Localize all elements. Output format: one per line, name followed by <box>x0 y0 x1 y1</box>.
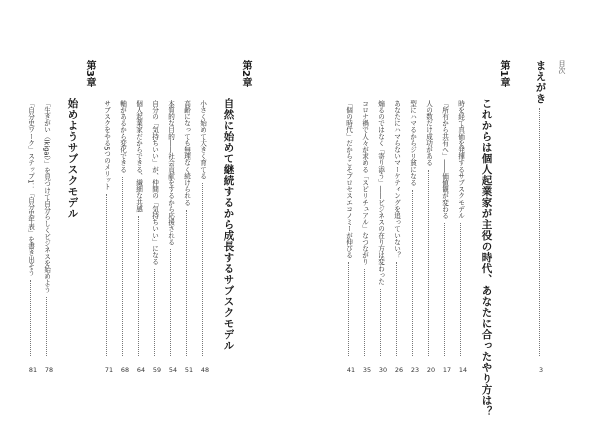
toc-page-number-2-6: 68 <box>120 366 130 374</box>
toc-entry-1-6: 煽るのではなく「寄り添う」――ビジネスの在り方は変わった <box>376 100 385 285</box>
chapter-2-number: 第2章 <box>240 60 251 87</box>
toc-leader-2-3 <box>170 249 171 356</box>
toc-entry-1-7: コロナ禍で人々が求める「スピリチュアル」なつながり <box>360 100 369 265</box>
toc-entry-1-5: あなたにハマらないマーケティングを追っていない？ <box>392 100 401 259</box>
toc-entry-2-3: 本質的な目的――社会貢献をするから応援される <box>166 100 175 246</box>
toc-entry-2-7: サブスクをやる5つのメリット <box>102 100 111 190</box>
toc-page-number-2-7: 71 <box>104 366 114 374</box>
toc-leader-1-2 <box>444 223 445 356</box>
toc-page-number-2-4: 59 <box>152 366 162 374</box>
toc-leader-2-6 <box>122 177 123 356</box>
toc-header: 目次 <box>558 60 566 74</box>
toc-entry-2-2: 高齢になっても無理なく続けられる <box>182 100 191 206</box>
toc-entry-3-1: 「生きがい（Ikigai）」を見つけて自分らしくビジネスを始めよう <box>42 100 51 293</box>
preface-page-number: 3 <box>538 366 544 374</box>
toc-entry-2-5: 個人起業家だからできる、繊細な共感 <box>134 100 143 213</box>
toc-entry-1-2: 「所有から共有へ」――価値観が変わる <box>440 100 449 219</box>
toc-page-number-1-6: 30 <box>378 366 388 374</box>
toc-entry-2-4: 自分の「気持ちいい」が、仲間の「気持ちいい」になる <box>150 100 159 265</box>
chapter-3-title: 始めようサブスクモデル <box>66 98 79 219</box>
chapter-1-number: 第1章 <box>498 60 509 87</box>
chapter-3-number: 第3章 <box>84 60 95 87</box>
preface-leader <box>539 108 540 356</box>
toc-page-number-2-5: 64 <box>136 366 146 374</box>
toc-entry-3-2: 「自分史ワーク」ステップ1：「自分史年表」を書き出そう <box>26 100 35 276</box>
toc-leader-3-2 <box>30 280 31 356</box>
toc-page-number-1-1: 14 <box>458 366 468 374</box>
toc-leader-3-1 <box>46 297 47 356</box>
toc-page-number-1-8: 41 <box>346 366 356 374</box>
toc-page-number-3-2: 81 <box>28 366 38 374</box>
toc-page-number-3-1: 78 <box>44 366 54 374</box>
toc-page-number-2-1: 48 <box>200 366 210 374</box>
toc-page-number-1-4: 23 <box>410 366 420 374</box>
toc-leader-2-5 <box>138 216 139 356</box>
toc-entry-1-3: 人の数だけ成功がある <box>424 100 433 166</box>
toc-page-number-1-3: 20 <box>426 366 436 374</box>
toc-leader-2-4 <box>154 269 155 356</box>
chapter-2-title: 自然に始めて継続するから成長するサブスクモデル <box>222 98 235 351</box>
toc-entry-1-1: 時を経て真価を発揮するサブスクモデル <box>456 100 465 219</box>
chapter-1-title: これからは個人起業家が主役の時代、あなたに合ったやり方は？ <box>480 98 493 417</box>
toc-leader-1-4 <box>412 190 413 356</box>
toc-leader-1-1 <box>460 223 461 356</box>
toc-page-number-1-2: 17 <box>442 366 452 374</box>
toc-page-number-2-2: 51 <box>184 366 194 374</box>
toc-entry-1-4: 型にハマるからジリ貧になる <box>408 100 417 186</box>
toc-leader-1-3 <box>428 170 429 356</box>
toc-leader-2-1 <box>202 183 203 356</box>
toc-entry-2-1: 小さく始めて大きく育てる <box>198 100 207 180</box>
toc-leader-2-2 <box>186 210 187 356</box>
toc-page-number-1-7: 35 <box>362 366 372 374</box>
toc-leader-1-7 <box>364 269 365 356</box>
toc-entry-2-6: 軸があるから変化できる <box>118 100 127 173</box>
toc-page-number-1-5: 26 <box>394 366 404 374</box>
preface-title: まえがき <box>534 60 547 104</box>
toc-page-number-2-3: 54 <box>168 366 178 374</box>
toc-leader-1-5 <box>396 262 397 356</box>
toc-leader-2-7 <box>106 194 107 356</box>
toc-leader-1-6 <box>380 289 381 356</box>
toc-entry-1-8: 「個の時代」だからこそプロセスエコノミーが伸びる <box>344 100 353 259</box>
toc-leader-1-8 <box>348 262 349 356</box>
